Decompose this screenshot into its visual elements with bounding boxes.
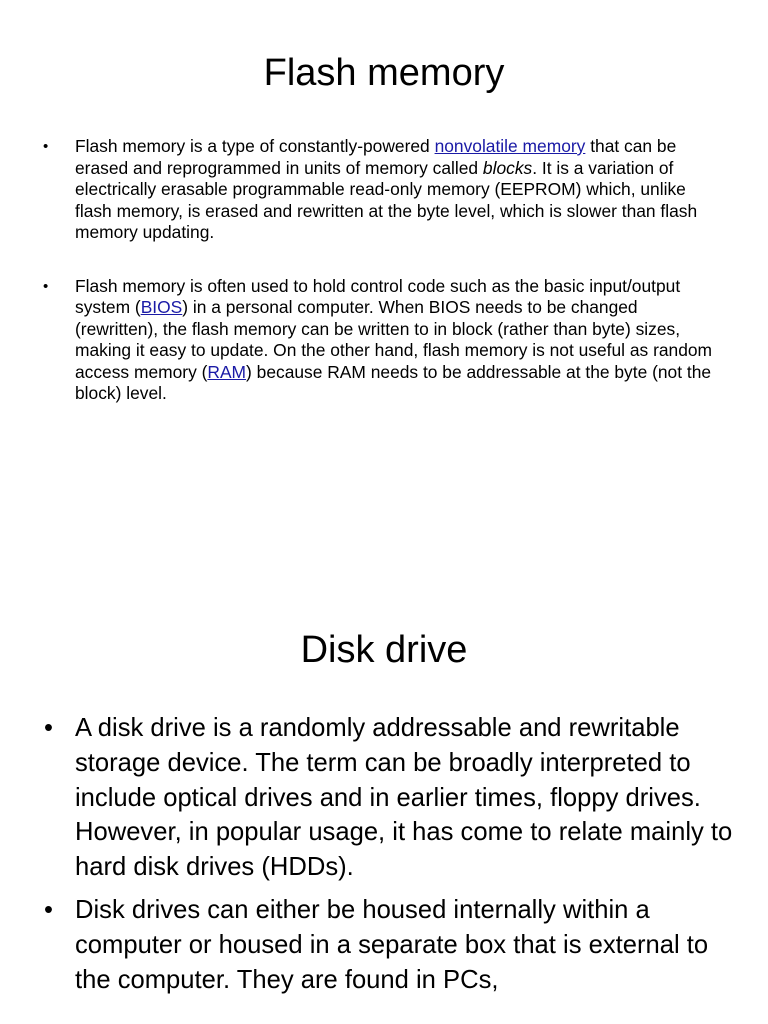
text-run: ) because RAM needs to be addressable at the byte (not the block) level. (75, 361, 712, 403)
slide-disk-drive (0, 512, 768, 1024)
bullet-item (44, 893, 735, 997)
bullet-icon: • (43, 277, 49, 295)
text-run: . It is a variation of electrically erasable programmable read-only memory (EEPROM) which, unlike flash memory, is erased and rewritten at the byte level, which is slower than flash memory updating. (75, 157, 698, 242)
text-run: ) in a personal computer. When BIOS needs to be changed (rewritten), the flash memory can be written to in block (rather than byte) sizes, making it easy to update. On the other hand, flash memory is not useful as random access memory ( (75, 297, 713, 382)
link-ram[interactable]: RAM (207, 361, 247, 382)
slide-title: Flash memory (263, 52, 505, 94)
bullet-list (44, 711, 735, 997)
bullet-text: A disk drive is a randomly addressable and rewritable storage device. The term can be broadly interpreted to include optical drives and in earlier times, floppy drives. However, in popular usage, it has come to relate mainly to hard disk drives (HDDs). (75, 714, 733, 882)
text-run: that can be erased and reprogrammed in units of memory called (75, 136, 677, 178)
bullet-item (43, 136, 725, 244)
bullet-item (44, 711, 735, 885)
bullet-icon: • (44, 714, 53, 742)
bullet-icon: • (43, 138, 49, 155)
text-run: Flash memory is a type of constantly-powered (75, 136, 435, 156)
bullet-list (43, 136, 725, 405)
link-nonvolatile-memory[interactable]: nonvolatile memory (434, 136, 586, 156)
link-bios[interactable]: BIOS (140, 297, 183, 317)
emphasis-text: blocks (482, 157, 533, 178)
bullet-icon: • (44, 895, 53, 924)
bullet-text: Disk drives can either be housed internally within a computer or housed in a separate box that is external to the computer. They are found in PCs, (75, 895, 709, 994)
slide-title: Disk drive (300, 629, 468, 671)
text-run: Flash memory is often used to hold control code such as the basic input/output system ( (75, 275, 681, 317)
bullet-item (43, 275, 725, 405)
